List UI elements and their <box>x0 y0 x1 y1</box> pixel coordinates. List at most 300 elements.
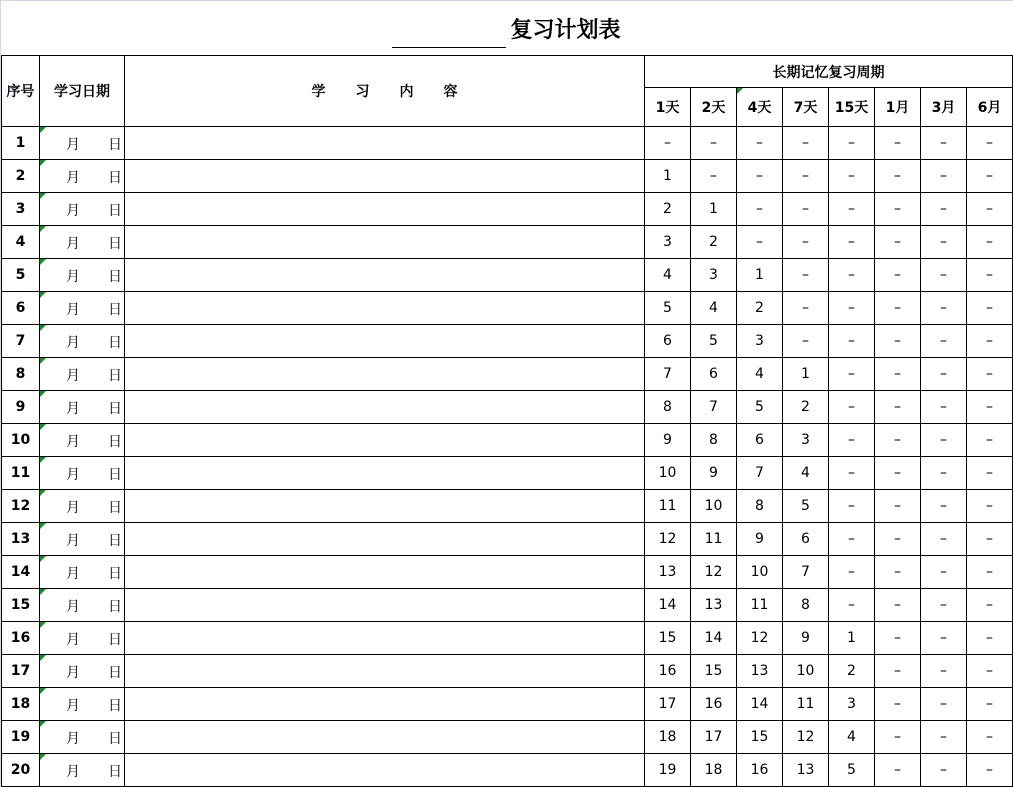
review-cell[interactable]: – <box>875 589 921 622</box>
review-cell[interactable]: – <box>737 226 783 259</box>
review-cell[interactable]: – <box>967 226 1013 259</box>
review-cell[interactable]: 6 <box>645 325 691 358</box>
month-label: 月 <box>66 698 80 714</box>
review-cell[interactable]: – <box>829 292 875 325</box>
review-cell[interactable]: – <box>691 127 737 160</box>
study-content-cell[interactable] <box>125 325 645 358</box>
review-cell[interactable]: 12 <box>783 721 829 754</box>
study-content-cell[interactable] <box>125 259 645 292</box>
title-blank-underline[interactable] <box>392 23 506 48</box>
review-cell[interactable]: 4 <box>737 358 783 391</box>
study-date-cell[interactable] <box>40 193 125 226</box>
table-row <box>2 193 1013 226</box>
review-cell[interactable]: – <box>875 754 921 787</box>
review-cell[interactable]: 11 <box>691 523 737 556</box>
study-date-cell[interactable] <box>40 589 125 622</box>
review-cell[interactable]: – <box>829 391 875 424</box>
review-cell[interactable]: – <box>921 259 967 292</box>
table-row <box>2 160 1013 193</box>
review-cell[interactable]: 16 <box>737 754 783 787</box>
review-cell[interactable]: – <box>875 358 921 391</box>
review-cell[interactable]: 9 <box>737 523 783 556</box>
row-index-cell[interactable]: 10 <box>2 424 40 457</box>
comment-marker-icon <box>40 721 46 727</box>
table-row <box>2 721 1013 754</box>
study-content-cell[interactable] <box>125 226 645 259</box>
header-period: 6月 <box>967 88 1013 127</box>
comment-marker-icon <box>737 88 743 94</box>
study-date-cell[interactable] <box>40 457 125 490</box>
study-content-cell[interactable] <box>125 556 645 589</box>
review-cell[interactable]: – <box>691 160 737 193</box>
review-cell[interactable]: 14 <box>691 622 737 655</box>
month-label: 月 <box>66 434 80 450</box>
row-index-cell[interactable]: 11 <box>2 457 40 490</box>
review-cell[interactable]: 8 <box>691 424 737 457</box>
study-content-cell[interactable] <box>125 358 645 391</box>
review-cell[interactable]: – <box>875 655 921 688</box>
study-content-cell[interactable] <box>125 589 645 622</box>
review-cell[interactable]: 5 <box>829 754 875 787</box>
review-cell[interactable]: – <box>829 226 875 259</box>
review-cell[interactable]: 17 <box>691 721 737 754</box>
review-cell[interactable]: – <box>737 160 783 193</box>
study-content-cell[interactable] <box>125 655 645 688</box>
review-cell[interactable]: – <box>829 259 875 292</box>
review-cell[interactable]: 12 <box>737 622 783 655</box>
review-cell[interactable]: – <box>875 490 921 523</box>
review-cell[interactable]: 9 <box>783 622 829 655</box>
month-label: 月 <box>66 302 80 318</box>
comment-marker-icon <box>40 457 46 463</box>
review-cell[interactable]: 19 <box>645 754 691 787</box>
table-row <box>2 622 1013 655</box>
review-cell[interactable]: 16 <box>645 655 691 688</box>
table-row <box>2 325 1013 358</box>
row-index-cell[interactable]: 6 <box>2 292 40 325</box>
review-cell[interactable]: 4 <box>691 292 737 325</box>
comment-marker-icon <box>40 259 46 265</box>
review-cell[interactable]: 8 <box>645 391 691 424</box>
study-content-cell[interactable] <box>125 292 645 325</box>
row-index-cell[interactable]: 2 <box>2 160 40 193</box>
study-content-cell[interactable] <box>125 391 645 424</box>
row-index-cell[interactable]: 5 <box>2 259 40 292</box>
review-cell[interactable]: 7 <box>783 556 829 589</box>
review-cell[interactable]: 10 <box>783 655 829 688</box>
day-label: 日 <box>108 467 122 483</box>
study-date-cell[interactable] <box>40 292 125 325</box>
day-label: 日 <box>108 698 122 714</box>
table-row <box>2 424 1013 457</box>
month-label: 月 <box>66 764 80 780</box>
review-cell[interactable]: – <box>967 490 1013 523</box>
review-cell[interactable]: – <box>967 127 1013 160</box>
review-cell[interactable]: 7 <box>645 358 691 391</box>
study-content-cell[interactable] <box>125 193 645 226</box>
table-row <box>2 754 1013 787</box>
review-cell[interactable]: – <box>921 688 967 721</box>
review-cell[interactable]: 3 <box>691 259 737 292</box>
review-cell[interactable]: – <box>921 523 967 556</box>
review-cell[interactable]: 15 <box>691 655 737 688</box>
comment-marker-icon <box>40 193 46 199</box>
review-cell[interactable]: 17 <box>645 688 691 721</box>
review-cell[interactable]: 9 <box>645 424 691 457</box>
review-cell[interactable]: 2 <box>691 226 737 259</box>
row-index-cell[interactable]: 17 <box>2 655 40 688</box>
month-label: 月 <box>66 269 80 285</box>
table-row <box>2 556 1013 589</box>
review-cell[interactable]: – <box>967 688 1013 721</box>
review-cell[interactable]: 13 <box>645 556 691 589</box>
review-cell[interactable]: 10 <box>737 556 783 589</box>
review-cell[interactable]: – <box>967 622 1013 655</box>
review-cell[interactable]: – <box>783 226 829 259</box>
review-cell[interactable]: 6 <box>737 424 783 457</box>
study-date-cell[interactable] <box>40 523 125 556</box>
review-cell[interactable]: – <box>829 160 875 193</box>
month-label: 月 <box>66 599 80 615</box>
review-cell[interactable]: – <box>829 193 875 226</box>
comment-marker-icon <box>40 655 46 661</box>
study-date-cell[interactable] <box>40 490 125 523</box>
review-cell[interactable]: – <box>967 259 1013 292</box>
review-cell[interactable]: 15 <box>645 622 691 655</box>
month-label: 月 <box>66 500 80 516</box>
row-index-cell[interactable]: 1 <box>2 127 40 160</box>
review-cell[interactable]: – <box>921 589 967 622</box>
month-label: 月 <box>66 731 80 747</box>
month-label: 月 <box>66 137 80 153</box>
comment-marker-icon <box>40 391 46 397</box>
review-schedule-table <box>1 55 1013 787</box>
study-content-cell[interactable] <box>125 721 645 754</box>
study-content-cell[interactable] <box>125 688 645 721</box>
review-cell[interactable]: – <box>967 655 1013 688</box>
review-cell[interactable]: 12 <box>645 523 691 556</box>
review-cell[interactable]: – <box>921 721 967 754</box>
row-index-cell[interactable]: 7 <box>2 325 40 358</box>
header-period: 7天 <box>783 88 829 127</box>
review-cell[interactable]: – <box>829 523 875 556</box>
title-text: 复习计划表 <box>510 18 621 43</box>
review-cell[interactable]: 11 <box>783 688 829 721</box>
review-cell[interactable]: 18 <box>691 754 737 787</box>
study-date-cell[interactable] <box>40 391 125 424</box>
review-cell[interactable]: 18 <box>645 721 691 754</box>
review-cell[interactable]: – <box>967 523 1013 556</box>
review-cell[interactable]: 5 <box>691 325 737 358</box>
row-index-cell[interactable]: 15 <box>2 589 40 622</box>
review-cell[interactable]: – <box>921 325 967 358</box>
review-cell[interactable]: – <box>967 556 1013 589</box>
row-index-cell[interactable]: 16 <box>2 622 40 655</box>
header-content-char: 内 <box>399 84 414 100</box>
review-cell[interactable]: – <box>829 424 875 457</box>
review-cell[interactable]: – <box>875 325 921 358</box>
header-content <box>125 56 645 127</box>
review-cell[interactable]: 5 <box>645 292 691 325</box>
comment-marker-icon <box>40 556 46 562</box>
study-date-cell[interactable] <box>40 688 125 721</box>
review-cell[interactable]: – <box>829 556 875 589</box>
header-period: 3月 <box>921 88 967 127</box>
day-label: 日 <box>108 434 122 450</box>
study-date-cell[interactable] <box>40 358 125 391</box>
page-title <box>0 14 1013 48</box>
review-cell[interactable]: – <box>783 160 829 193</box>
row-index-cell[interactable]: 18 <box>2 688 40 721</box>
review-cell[interactable]: – <box>921 127 967 160</box>
review-cell[interactable]: 3 <box>829 688 875 721</box>
day-label: 日 <box>108 236 122 252</box>
review-cell[interactable]: – <box>875 259 921 292</box>
review-cell[interactable]: – <box>921 160 967 193</box>
comment-marker-icon <box>40 523 46 529</box>
review-cell[interactable]: – <box>921 655 967 688</box>
review-cell[interactable]: – <box>967 721 1013 754</box>
comment-marker-icon <box>40 358 46 364</box>
review-cell[interactable]: – <box>921 424 967 457</box>
review-cell[interactable]: 13 <box>783 754 829 787</box>
header-index: 序号 <box>2 56 40 127</box>
study-date-cell[interactable] <box>40 556 125 589</box>
review-cell[interactable]: – <box>921 556 967 589</box>
review-cell[interactable]: – <box>875 457 921 490</box>
month-label: 月 <box>66 236 80 252</box>
study-date-cell[interactable] <box>40 655 125 688</box>
review-cell[interactable]: – <box>829 358 875 391</box>
review-cell[interactable]: 3 <box>783 424 829 457</box>
month-label: 月 <box>66 632 80 648</box>
review-cell[interactable]: 14 <box>645 589 691 622</box>
day-label: 日 <box>108 335 122 351</box>
review-cell[interactable]: – <box>875 622 921 655</box>
review-cell[interactable]: – <box>967 391 1013 424</box>
review-cell[interactable]: 12 <box>691 556 737 589</box>
row-index-cell[interactable]: 14 <box>2 556 40 589</box>
day-label: 日 <box>108 599 122 615</box>
review-cell[interactable]: – <box>783 127 829 160</box>
comment-marker-icon <box>40 490 46 496</box>
review-cell[interactable]: – <box>921 754 967 787</box>
study-date-cell[interactable] <box>40 424 125 457</box>
table-row <box>2 490 1013 523</box>
study-content-cell[interactable] <box>125 457 645 490</box>
header-period: 2天 <box>691 88 737 127</box>
day-label: 日 <box>108 401 122 417</box>
day-label: 日 <box>108 500 122 516</box>
day-label: 日 <box>108 302 122 318</box>
review-cell[interactable]: 2 <box>737 292 783 325</box>
study-content-cell[interactable] <box>125 622 645 655</box>
table-row <box>2 688 1013 721</box>
review-cell[interactable]: – <box>921 490 967 523</box>
row-index-cell[interactable]: 9 <box>2 391 40 424</box>
comment-marker-icon <box>40 754 46 760</box>
review-cell[interactable]: – <box>829 325 875 358</box>
review-cell[interactable]: – <box>921 622 967 655</box>
review-cell[interactable]: 4 <box>829 721 875 754</box>
row-index-cell[interactable]: 13 <box>2 523 40 556</box>
study-content-cell[interactable] <box>125 490 645 523</box>
table-row <box>2 457 1013 490</box>
review-cell[interactable]: – <box>875 721 921 754</box>
review-cell[interactable]: 2 <box>829 655 875 688</box>
review-cell[interactable]: 6 <box>783 523 829 556</box>
review-cell[interactable]: – <box>875 226 921 259</box>
review-cell[interactable]: 3 <box>737 325 783 358</box>
review-cell[interactable]: – <box>783 325 829 358</box>
review-cell[interactable]: – <box>967 292 1013 325</box>
header-review-group: 长期记忆复习周期 <box>645 56 1013 88</box>
review-cell[interactable]: – <box>967 358 1013 391</box>
review-cell[interactable]: – <box>829 490 875 523</box>
review-cell[interactable]: 7 <box>691 391 737 424</box>
day-label: 日 <box>108 632 122 648</box>
review-cell[interactable]: 14 <box>737 688 783 721</box>
month-label: 月 <box>66 335 80 351</box>
review-cell[interactable]: – <box>875 391 921 424</box>
review-cell[interactable]: – <box>921 358 967 391</box>
study-content-cell[interactable] <box>125 523 645 556</box>
review-cell[interactable]: 1 <box>645 160 691 193</box>
review-cell[interactable]: 9 <box>691 457 737 490</box>
comment-marker-icon <box>40 226 46 232</box>
review-cell[interactable]: – <box>967 589 1013 622</box>
day-label: 日 <box>108 533 122 549</box>
review-cell[interactable]: 11 <box>737 589 783 622</box>
review-cell[interactable]: – <box>967 424 1013 457</box>
review-cell[interactable]: 5 <box>783 490 829 523</box>
review-cell[interactable]: – <box>783 292 829 325</box>
review-cell[interactable]: – <box>921 193 967 226</box>
review-cell[interactable]: 13 <box>691 589 737 622</box>
table-row <box>2 391 1013 424</box>
review-cell[interactable]: 2 <box>783 391 829 424</box>
study-date-cell[interactable] <box>40 622 125 655</box>
month-label: 月 <box>66 203 80 219</box>
header-content-char: 容 <box>443 84 458 100</box>
comment-marker-icon <box>40 325 46 331</box>
row-index-cell[interactable]: 4 <box>2 226 40 259</box>
study-date-cell[interactable] <box>40 754 125 787</box>
review-cell[interactable]: 8 <box>737 490 783 523</box>
review-cell[interactable]: 6 <box>691 358 737 391</box>
review-cell[interactable]: – <box>875 160 921 193</box>
review-cell[interactable]: – <box>875 556 921 589</box>
review-cell[interactable]: 4 <box>783 457 829 490</box>
study-content-cell[interactable] <box>125 754 645 787</box>
review-cell[interactable]: 11 <box>645 490 691 523</box>
review-cell[interactable]: 7 <box>737 457 783 490</box>
review-cell[interactable]: – <box>783 259 829 292</box>
review-cell[interactable]: – <box>875 292 921 325</box>
review-cell[interactable]: – <box>737 193 783 226</box>
review-cell[interactable]: – <box>875 424 921 457</box>
review-cell[interactable]: – <box>875 523 921 556</box>
review-cell[interactable]: – <box>875 127 921 160</box>
day-label: 日 <box>108 731 122 747</box>
study-content-cell[interactable] <box>125 127 645 160</box>
review-cell[interactable]: 1 <box>737 259 783 292</box>
review-cell[interactable]: – <box>829 127 875 160</box>
review-cell[interactable]: – <box>829 457 875 490</box>
study-content-cell[interactable] <box>125 160 645 193</box>
review-cell[interactable]: – <box>967 193 1013 226</box>
header-content-char: 学 <box>311 84 326 100</box>
month-label: 月 <box>66 533 80 549</box>
review-cell[interactable]: – <box>875 688 921 721</box>
review-cell[interactable]: – <box>921 391 967 424</box>
review-cell[interactable]: – <box>921 292 967 325</box>
review-cell[interactable]: 16 <box>691 688 737 721</box>
review-cell[interactable]: – <box>875 193 921 226</box>
review-cell[interactable]: 1 <box>829 622 875 655</box>
review-cell[interactable]: 4 <box>645 259 691 292</box>
table-row <box>2 259 1013 292</box>
row-index-cell[interactable]: 19 <box>2 721 40 754</box>
review-cell[interactable]: – <box>737 127 783 160</box>
header-period: 1天 <box>645 88 691 127</box>
study-date-cell[interactable] <box>40 127 125 160</box>
review-cell[interactable]: 2 <box>645 193 691 226</box>
day-label: 日 <box>108 665 122 681</box>
comment-marker-icon <box>40 688 46 694</box>
day-label: 日 <box>108 269 122 285</box>
row-index-cell[interactable]: 20 <box>2 754 40 787</box>
month-label: 月 <box>66 368 80 384</box>
review-cell[interactable]: – <box>967 325 1013 358</box>
review-cell[interactable]: 8 <box>783 589 829 622</box>
study-date-cell[interactable] <box>40 325 125 358</box>
day-label: 日 <box>108 170 122 186</box>
comment-marker-icon <box>40 127 46 133</box>
day-label: 日 <box>108 368 122 384</box>
review-cell[interactable]: – <box>967 457 1013 490</box>
month-label: 月 <box>66 566 80 582</box>
month-label: 月 <box>66 401 80 417</box>
study-date-cell[interactable] <box>40 721 125 754</box>
review-cell[interactable]: 10 <box>691 490 737 523</box>
review-cell[interactable]: – <box>645 127 691 160</box>
study-date-cell[interactable] <box>40 160 125 193</box>
review-cell[interactable]: – <box>921 457 967 490</box>
review-cell[interactable]: – <box>783 193 829 226</box>
month-label: 月 <box>66 467 80 483</box>
review-cell[interactable]: – <box>967 754 1013 787</box>
review-cell[interactable]: – <box>829 589 875 622</box>
review-cell[interactable]: – <box>967 160 1013 193</box>
review-cell[interactable]: 5 <box>737 391 783 424</box>
row-index-cell[interactable]: 8 <box>2 358 40 391</box>
review-cell[interactable]: 3 <box>645 226 691 259</box>
study-date-cell[interactable] <box>40 259 125 292</box>
review-cell[interactable]: – <box>921 226 967 259</box>
review-cell[interactable]: 1 <box>783 358 829 391</box>
table-row <box>2 292 1013 325</box>
row-index-cell[interactable]: 12 <box>2 490 40 523</box>
study-date-cell[interactable] <box>40 226 125 259</box>
review-cell[interactable]: 1 <box>691 193 737 226</box>
review-cell[interactable]: 10 <box>645 457 691 490</box>
review-cell[interactable]: 15 <box>737 721 783 754</box>
row-index-cell[interactable]: 3 <box>2 193 40 226</box>
day-label: 日 <box>108 137 122 153</box>
study-content-cell[interactable] <box>125 424 645 457</box>
review-cell[interactable]: 13 <box>737 655 783 688</box>
